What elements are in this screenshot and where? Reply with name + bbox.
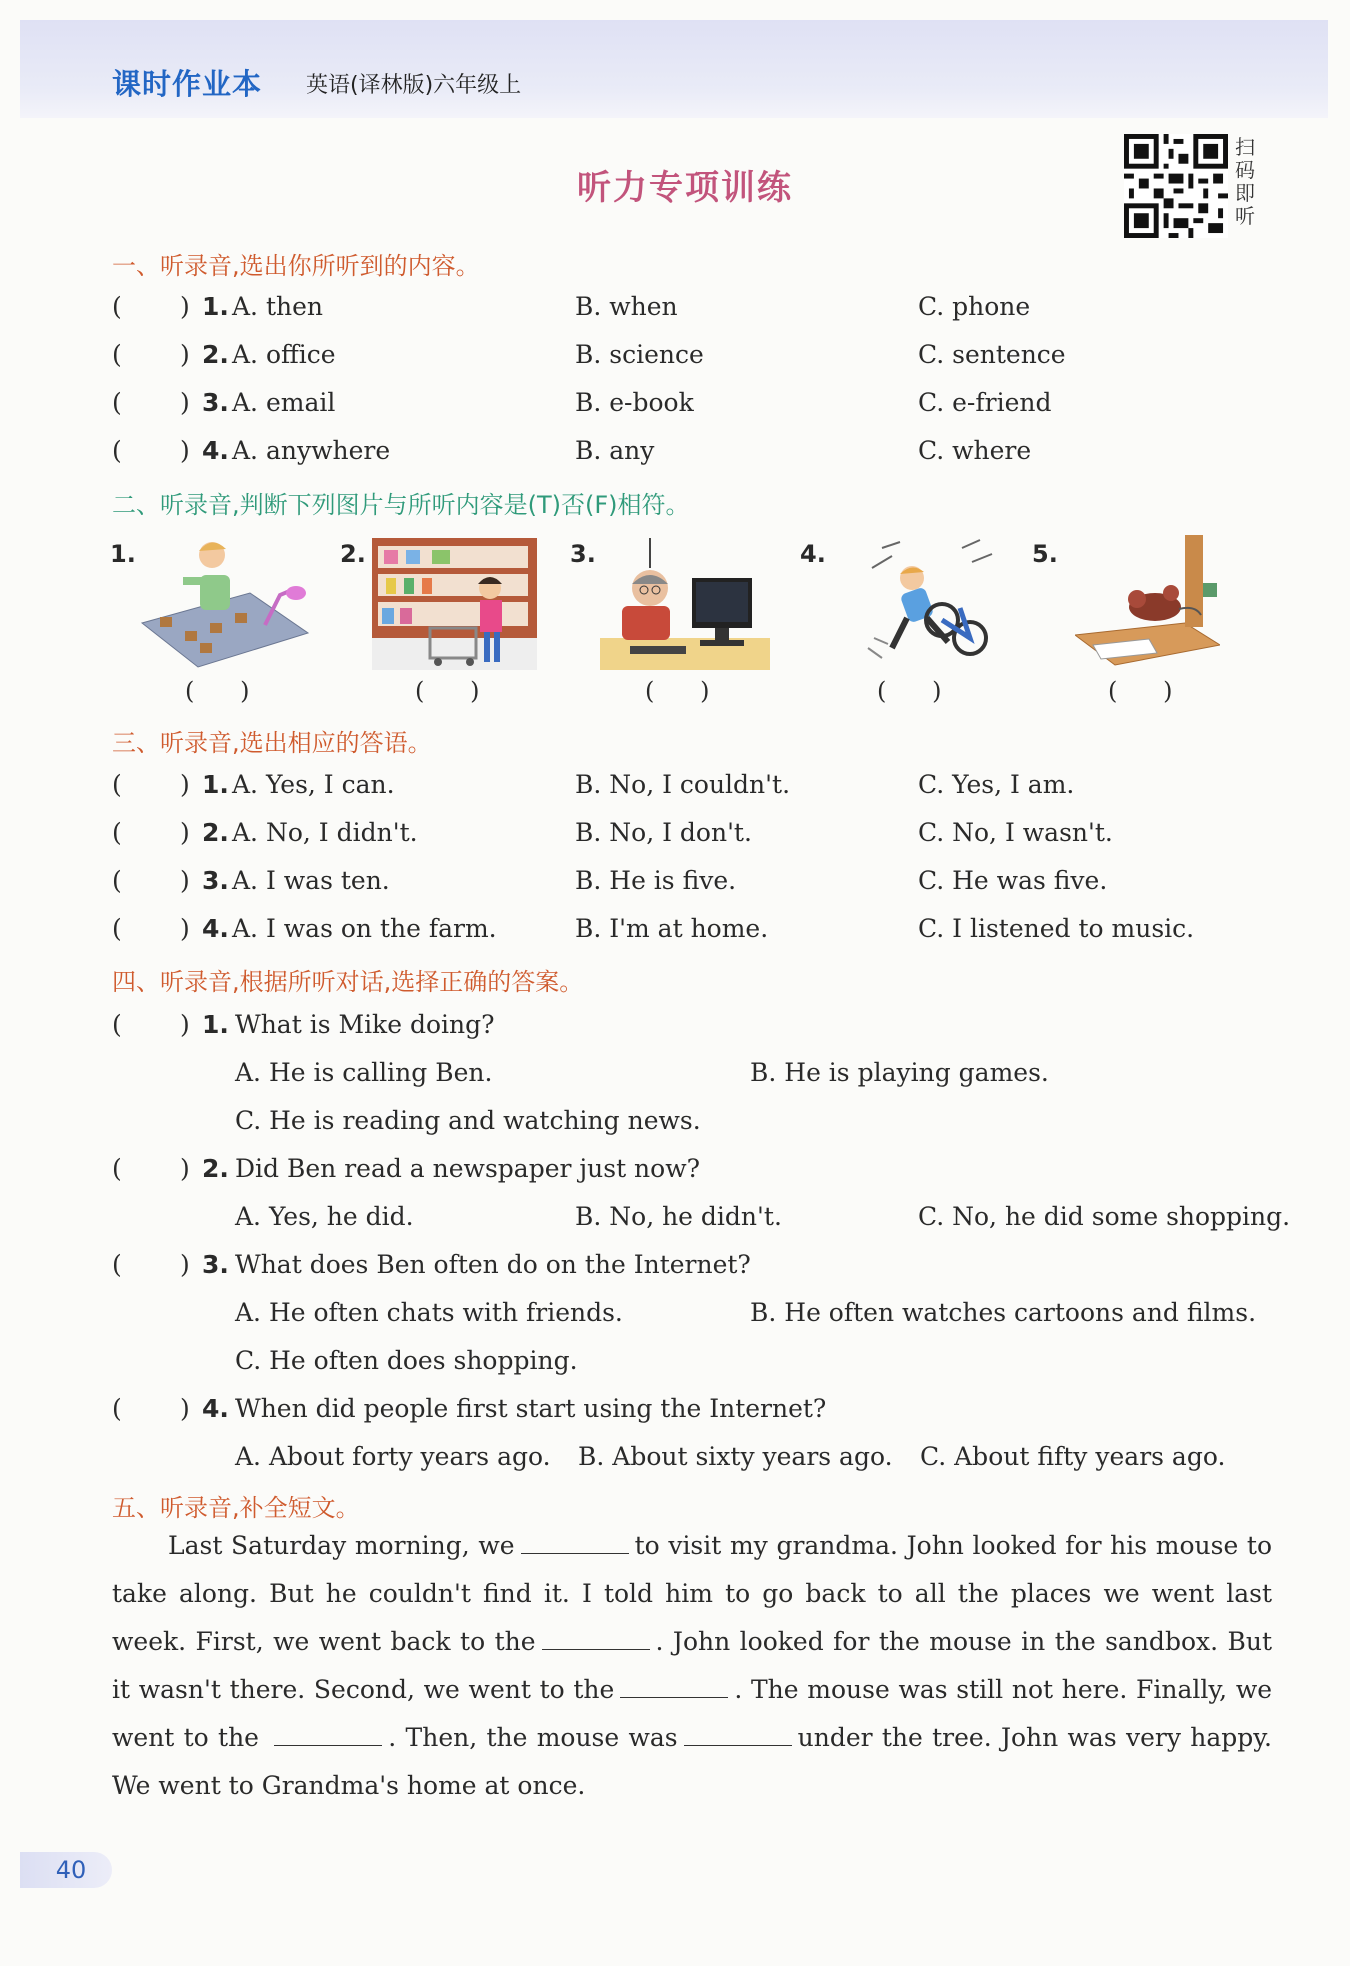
option-row [0,1058,1350,1102]
page-number: 40 [20,1852,112,1888]
question-stem-row: ( ) 3. What does Ben often do on the Internet? [112,1250,751,1279]
qr-code-icon[interactable] [1124,134,1228,238]
option-a: A. Yes, I can. [232,770,395,799]
answer-blank[interactable]: ( ) [645,677,710,705]
scan-char: 即 [1235,181,1255,205]
picture-number: 2. [340,540,366,568]
option-a: A. He often chats with friends. [235,1298,623,1327]
option-b: B. any [575,436,655,465]
question-row: ( ) 1. A. Yes, I can. B. No, I couldn't. C. Yes, I am. [112,770,1075,799]
option-b: B. About sixty years ago. [578,1442,893,1471]
option-b: B. I'm at home. [575,914,769,943]
answer-blank[interactable]: ( ) [185,677,250,705]
boy-with-cards-picture [140,535,310,670]
boy-falling-bike-picture [852,538,1002,670]
cloze-passage: Last Saturday morning, we to visit my grandma. John looked for his mouse to take along. But he couldn't find it. I told him to go back to all the places we went last week. First, we went back to the . John looked for the mouse in the sandbox. But it wasn't there. Second, we went to the . The mouse was still not here. Finally, we went to the . Then, the mouse was under the tree. John was very happy. We went to Grandma's home at once. [112,1522,1272,1810]
answer-blank[interactable]: ) [180,1394,190,1423]
option-c: C. Yes, I am. [918,770,1075,799]
option-c: C. No, I wasn't. [918,818,1113,847]
question-stem: What is Mike doing? [235,1010,495,1039]
option-a: A. He is calling Ben. [235,1058,493,1087]
option-c: C. e-friend [918,388,1052,417]
option-b: B. e-book [575,388,694,417]
answer-blank[interactable]: ) [180,292,190,321]
option-b: B. No, I don't. [575,818,752,847]
option-b: B. No, I couldn't. [575,770,791,799]
section-3-title: 三、听录音,选出相应的答语。 [112,729,432,757]
option-c: C. phone [918,292,1031,321]
fill-blank[interactable] [684,1717,792,1746]
answer-blank[interactable]: ( ) [877,677,942,705]
option-b: B. He is five. [575,866,737,895]
question-row: ( ) 2. A. No, I didn't. B. No, I don't. C. No, I wasn't. [112,818,1113,847]
question-row: ( ) 3. A. I was ten. B. He is five. C. He was five. [112,866,1108,895]
question-stem-row: ( ) 4. When did people first start using the Internet? [112,1394,827,1423]
option-row [0,1346,1350,1390]
scan-char: 听 [1235,204,1255,228]
book-subtitle: 英语(译林版)六年级上 [306,73,522,98]
answer-blank[interactable]: ) [180,866,190,895]
picture-number: 3. [570,540,596,568]
question-row: ( ) 1. A. then B. when C. phone [112,292,1031,321]
fill-blank[interactable] [274,1717,382,1746]
option-a: A. No, I didn't. [232,818,418,847]
answer-blank[interactable]: ( ) [1108,677,1173,705]
option-a: A. anywhere [232,436,391,465]
option-a: A. I was on the farm. [232,914,497,943]
question-row: ( ) 2. A. office B. science C. sentence [112,340,1066,369]
option-c: C. He often does shopping. [235,1346,578,1375]
girl-shopping-picture [372,538,537,670]
option-b: B. No, he didn't. [575,1202,782,1231]
question-stem: What does Ben often do on the Internet? [235,1250,751,1279]
question-stem-row: ( ) 1. What is Mike doing? [112,1010,495,1039]
option-c: C. where [918,436,1032,465]
answer-blank[interactable]: ) [180,1010,190,1039]
answer-blank[interactable]: ( ) [415,677,480,705]
section-1-title: 一、听录音,选出你所听到的内容。 [112,252,480,280]
option-a: A. then [232,292,323,321]
page-title: 听力专项训练 [577,168,793,208]
fill-blank[interactable] [542,1621,650,1650]
option-row [0,1106,1350,1150]
option-b: B. He is playing games. [750,1058,1049,1087]
brand-title: 课时作业本 [112,67,263,101]
answer-blank[interactable]: ) [180,818,190,847]
option-b: B. science [575,340,704,369]
answer-blank[interactable]: ) [180,914,190,943]
section-4-title: 四、听录音,根据所听对话,选择正确的答案。 [112,968,584,996]
option-a: A. I was ten. [232,866,390,895]
answer-blank[interactable]: ) [180,1250,190,1279]
section-2-title: 二、听录音,判断下列图片与所听内容是(T)否(F)相符。 [112,491,690,519]
option-row [0,1442,1350,1486]
question-stem: When did people first start using the Internet? [235,1394,827,1423]
picture-number: 1. [110,540,136,568]
grandpa-computer-picture [600,538,770,670]
section-5-title: 五、听录音,补全短文。 [112,1494,360,1522]
picture-number: 4. [800,540,826,568]
question-row: ( ) 4. A. anywhere B. any C. where [112,436,1032,465]
option-c: C. sentence [918,340,1066,369]
option-a: A. office [232,340,336,369]
option-a: A. email [232,388,336,417]
mouse-on-desk-picture [1075,535,1220,670]
fill-blank[interactable] [620,1669,728,1698]
question-stem-row: ( ) 2. Did Ben read a newspaper just now? [112,1154,701,1183]
fill-blank[interactable] [521,1525,629,1554]
option-row [0,1298,1350,1342]
answer-blank[interactable]: ) [180,770,190,799]
scan-char: 扫 [1235,135,1255,159]
option-b: B. when [575,292,678,321]
answer-blank[interactable]: ) [180,388,190,417]
question-row: ( ) 3. A. email B. e-book C. e-friend [112,388,1052,417]
option-c: C. About fifty years ago. [920,1442,1226,1471]
picture-number: 5. [1032,540,1058,568]
scan-char: 码 [1235,158,1255,182]
option-c: C. He was five. [918,866,1108,895]
answer-blank[interactable]: ) [180,1154,190,1183]
option-a: A. About forty years ago. [235,1442,551,1471]
option-c: C. He is reading and watching news. [235,1106,701,1135]
option-a: A. Yes, he did. [235,1202,414,1231]
option-c: C. I listened to music. [918,914,1195,943]
question-row: ( ) 4. A. I was on the farm. B. I'm at home. C. I listened to music. [112,914,1195,943]
answer-blank[interactable]: ) [180,340,190,369]
option-c: C. No, he did some shopping. [918,1202,1291,1231]
answer-blank[interactable]: ) [180,436,190,465]
option-row [0,1202,1350,1246]
question-stem: Did Ben read a newspaper just now? [235,1154,701,1183]
option-b: B. He often watches cartoons and films. [750,1298,1257,1327]
scan-caption [1235,136,1259,228]
